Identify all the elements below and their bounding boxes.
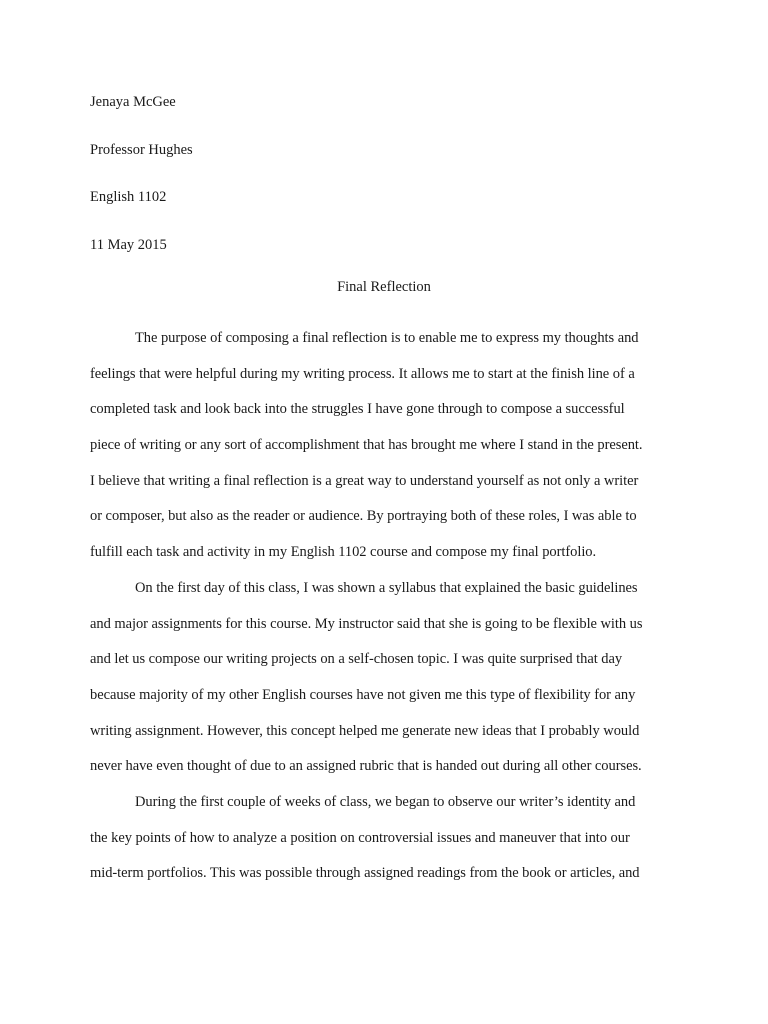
body-line: piece of writing or any sort of accomplishment that has brought me where I stand in the present. xyxy=(90,437,643,454)
body-line: because majority of my other English courses have not given me this type of flexibility for any xyxy=(90,686,636,703)
body-line: fulfill each task and activity in my English 1102 course and compose my final portfolio. xyxy=(90,544,597,561)
professor-name: Professor Hughes xyxy=(90,141,193,158)
body-line: or composer, but also as the reader or audience. By portraying both of these roles, I was able to xyxy=(90,508,637,525)
body-line: and major assignments for this course. My instructor said that she is going to be flexible with us xyxy=(90,615,643,632)
body-line: On the first day of this class, I was shown a syllabus that explained the basic guidelines xyxy=(135,579,638,596)
document-date: 11 May 2015 xyxy=(90,236,167,253)
document-body xyxy=(90,321,680,892)
mla-header xyxy=(90,90,690,280)
body-line: During the first couple of weeks of class, we began to observe our writer’s identity and xyxy=(135,793,636,810)
body-line: the key points of how to analyze a position on controversial issues and maneuver that into our xyxy=(90,829,630,846)
author-name: Jenaya McGee xyxy=(90,94,176,110)
body-line: never have even thought of due to an assigned rubric that is handed out during all other courses. xyxy=(90,758,642,775)
body-line: I believe that writing a final reflection is a great way to understand yourself as not only a writer xyxy=(90,472,639,489)
body-line: and let us compose our writing projects on a self-chosen topic. I was quite surprised that day xyxy=(90,651,623,668)
body-line: completed task and look back into the struggles I have gone through to compose a successful xyxy=(90,401,625,418)
body-line: feelings that were helpful during my writing process. It allows me to start at the finish line of a xyxy=(90,365,635,382)
course-name: English 1102 xyxy=(90,189,167,205)
body-line: The purpose of composing a final reflection is to enable me to express my thoughts and xyxy=(135,330,639,346)
document-title: Final Reflection xyxy=(337,279,431,295)
body-line: mid-term portfolios. This was possible through assigned readings from the book or articles, and xyxy=(90,865,640,882)
body-line: writing assignment. However, this concept helped me generate new ideas that I probably would xyxy=(90,722,640,739)
